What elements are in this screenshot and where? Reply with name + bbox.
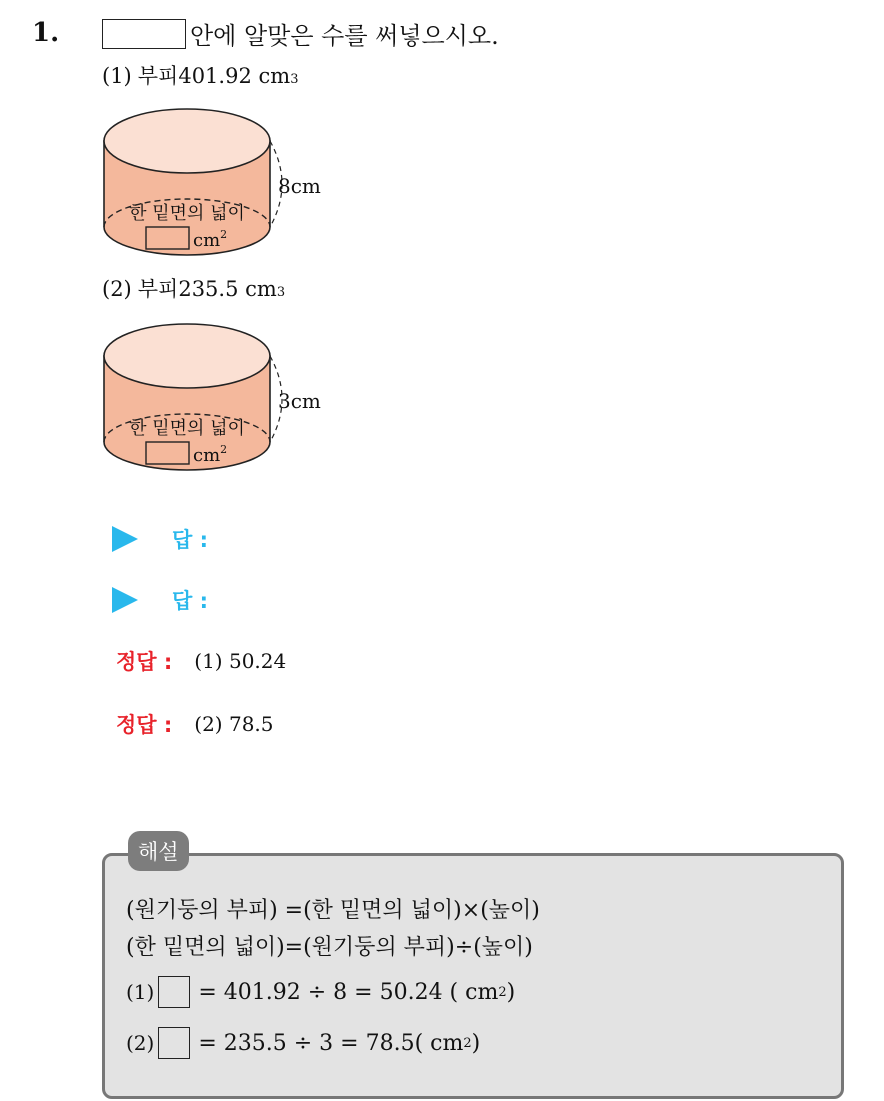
explanation-tag: 해설 bbox=[128, 831, 189, 871]
cylinder-figure-1 bbox=[98, 100, 338, 265]
explanation-calc-2: (2) = 235.5 ÷ 3 = 78.5( cm 2 ) bbox=[126, 1027, 480, 1059]
height-label-1: 8cm bbox=[278, 174, 321, 198]
explanation-line-2: (한 밑면의 넓이)=(원기둥의 부피)÷(높이) bbox=[126, 935, 533, 960]
height-label-2: 3cm bbox=[278, 389, 321, 413]
question-prompt-row bbox=[102, 16, 499, 51]
part-1-volume: (1) 부피 401.92 cm 3 bbox=[102, 64, 299, 88]
base-unit-2: $cm^2$ bbox=[193, 443, 228, 466]
answer-blank-box bbox=[102, 19, 186, 49]
calc-blank-box bbox=[158, 1027, 190, 1059]
explanation-calc-1: (1) = 401.92 ÷ 8 = 50.24 ( cm 2 ) bbox=[126, 976, 515, 1008]
base-area-label-2: 한 밑면의 넓이 bbox=[129, 418, 245, 439]
correct-answer-row-1 bbox=[112, 646, 286, 676]
answer-row-1[interactable] bbox=[112, 524, 208, 554]
play-triangle-icon bbox=[112, 526, 138, 552]
part-2-volume: (2) 부피 235.5 cm 3 bbox=[102, 277, 286, 301]
cylinder-figure-2 bbox=[98, 315, 338, 480]
correct-answer-row-2 bbox=[112, 709, 274, 739]
answer-label: 답 : bbox=[172, 528, 208, 552]
play-triangle-icon bbox=[112, 587, 138, 613]
correct-value: (2) 78.5 bbox=[194, 712, 274, 736]
explanation-line-1: (원기둥의 부피) =(한 밑면의 넓이)×(높이) bbox=[126, 898, 540, 923]
correct-label: 정답 : bbox=[116, 650, 173, 674]
question-prompt: 안에 알맞은 수를 써넣으시오. bbox=[190, 22, 499, 50]
calc-blank-box bbox=[158, 976, 190, 1008]
base-area-label-1: 한 밑면의 넓이 bbox=[129, 203, 245, 224]
answer-row-2[interactable] bbox=[112, 585, 208, 615]
correct-label: 정답 : bbox=[116, 713, 173, 737]
answer-label: 답 : bbox=[172, 589, 208, 613]
base-unit-1: $cm^2$ bbox=[193, 228, 228, 251]
question-number: 1. bbox=[32, 18, 60, 48]
correct-value: (1) 50.24 bbox=[194, 649, 287, 673]
